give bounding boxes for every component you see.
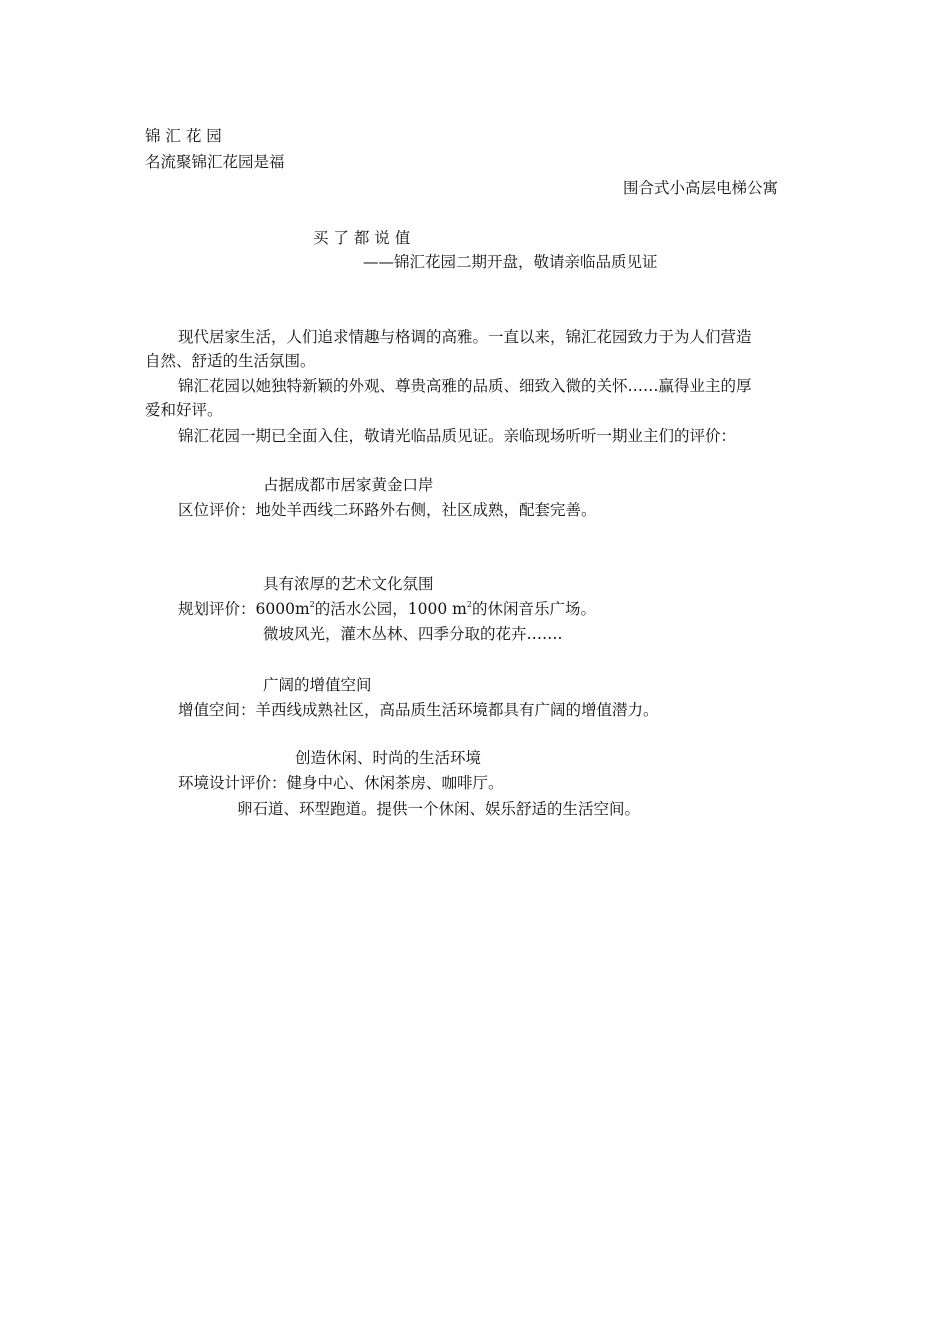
environment-label: 环境设计评价：: [178, 774, 287, 792]
intro-paragraph-3: 锦汇花园一期已全面入住，敬请光临品质见证。亲临现场听听一期业主们的评价：: [178, 427, 737, 445]
planning-area-1: 6000m: [255, 600, 310, 618]
environment-text: 健身中心、休闲茶房、咖啡厅。: [286, 774, 504, 792]
location-heading: 占据成都市居家黄金口岸: [263, 476, 434, 494]
planning-area-2: 1000 m: [407, 600, 467, 618]
headline-subtitle: ——锦汇花园二期开盘，敬请亲临品质见证: [363, 253, 658, 271]
product-type: 围合式小高层电梯公寓: [623, 179, 779, 197]
intro-paragraph-1: 现代居家生活，人们追求情趣与格调的高雅。一直以来，锦汇花园致力于为人们营造: [178, 328, 752, 346]
environment-heading: 创造休闲、时尚的生活环境: [295, 749, 482, 767]
environment-line-2: 卵石道、环型跑道。提供一个休闲、娱乐舒适的生活空间。: [237, 800, 641, 818]
location-review: [178, 498, 597, 522]
planning-line-2: 微坡风光，灌木丛林、四季分取的花卉…….: [263, 625, 563, 643]
intro-paragraph-1-cont: 自然、舒适的生活氛围。: [145, 352, 316, 370]
intro-paragraph-2-cont: 爱和好评。: [145, 401, 223, 419]
value-label: 增值空间：: [178, 701, 256, 719]
planning-review: [178, 597, 596, 621]
planning-heading: 具有浓厚的艺术文化氛围: [263, 575, 434, 593]
planning-text-2: 的休闲音乐广场。: [471, 600, 596, 618]
location-text: 地处羊西线二环路外右侧，社区成熟，配套完善。: [255, 501, 597, 519]
headline-title: 买 了 都 说 值: [313, 229, 411, 247]
planning-sup-2: 2: [466, 600, 472, 609]
brand-name: 锦 汇 花 园: [145, 127, 222, 145]
planning-sup-1: 2: [309, 600, 315, 609]
value-text: 羊西线成熟社区，高品质生活环境都具有广阔的增值潜力。: [255, 701, 659, 719]
location-label: 区位评价：: [178, 501, 256, 519]
planning-label: 规划评价：: [178, 600, 256, 618]
intro-paragraph-2: 锦汇花园以她独特新颖的外观、尊贵高雅的品质、细致入微的关怀……赢得业主的厚: [178, 377, 752, 395]
value-review: [178, 698, 659, 722]
environment-review: [178, 771, 504, 795]
slogan: 名流聚锦汇花园是福: [145, 153, 285, 171]
planning-text-1: 的活水公园，: [314, 600, 408, 618]
value-heading: 广阔的增值空间: [263, 676, 372, 694]
